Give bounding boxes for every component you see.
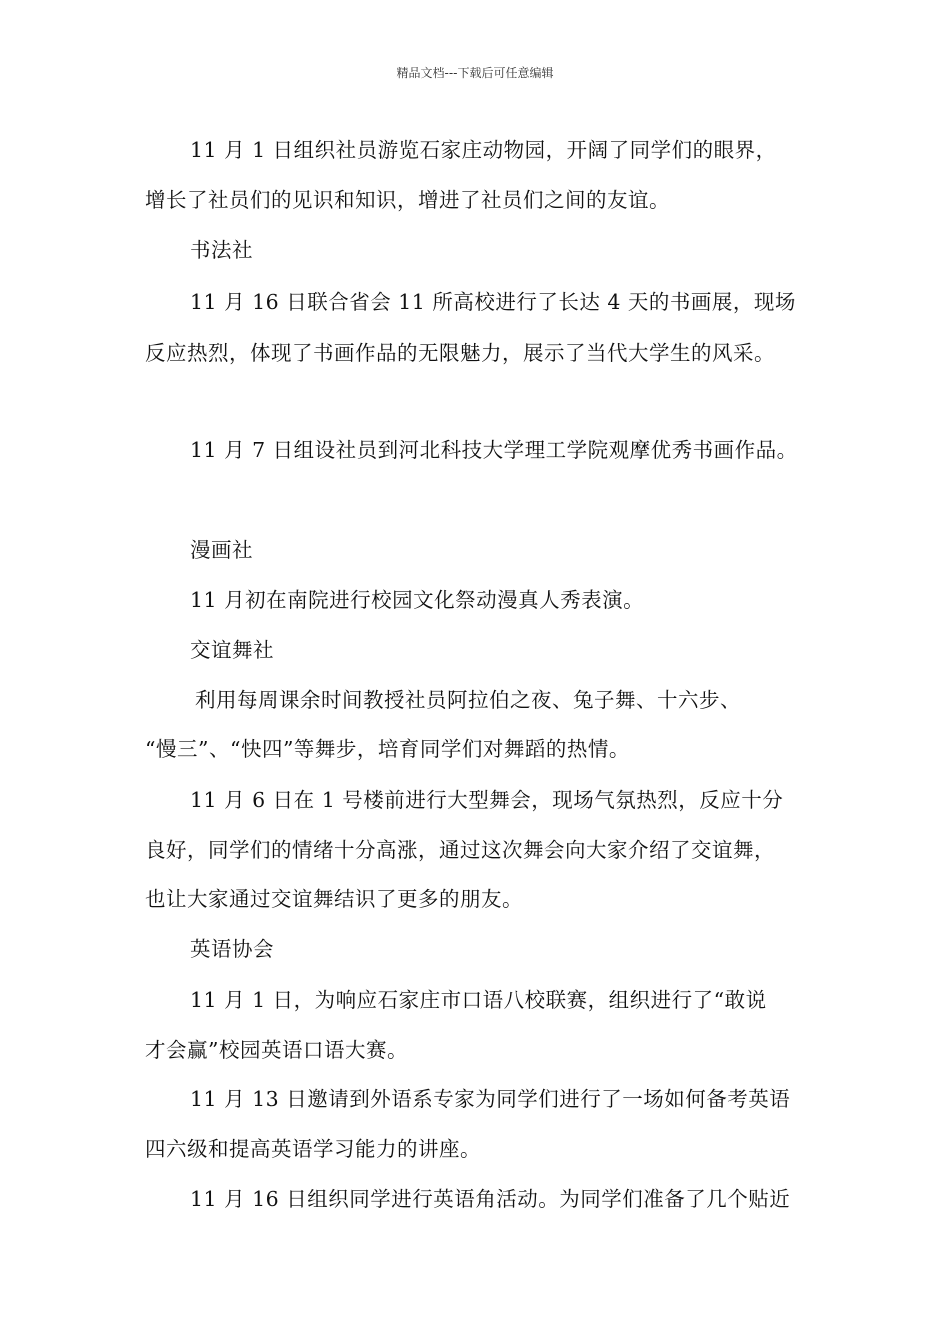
text-line: 11 月 16 日联合省会 11 所高校进行了长达 4 天的书画展，现场 — [190, 290, 796, 314]
text-line: “慢三”、“快四”等舞步，培育同学们对舞蹈的热情。 — [145, 737, 630, 761]
text-line: 良好，同学们的情绪十分高涨，通过这次舞会向大家介绍了交谊舞， — [145, 838, 775, 862]
page-header: 精品文档---下载后可任意编辑 — [396, 66, 554, 80]
text-line: 11 月初在南院进行校园文化祭动漫真人秀表演。 — [190, 588, 645, 612]
text-line: 11 月 16 日组织同学进行英语角活动。为同学们准备了几个贴近 — [190, 1187, 791, 1211]
text-line: 反应热烈，体现了书画作品的无限魅力，展示了当代大学生的风采。 — [145, 341, 775, 365]
text-line: 11 月 13 日邀请到外语系专家为同学们进行了一场如何备考英语 — [190, 1087, 791, 1111]
text-line: 11 月 1 日，为响应石家庄市口语八校联赛，组织进行了“敢说 — [190, 988, 767, 1012]
text-line: 增长了社员们的见识和知识，增进了社员们之间的友谊。 — [145, 188, 670, 212]
text-line: 11 月 1 日组织社员游览石家庄动物园，开阔了同学们的眼界， — [190, 138, 777, 162]
text-line: 也让大家通过交谊舞结识了更多的朋友。 — [145, 887, 523, 911]
text-line: 11 月 7 日组设社员到河北科技大学理工学院观摩优秀书画作品。 — [190, 438, 798, 462]
text-line: 11 月 6 日在 1 号楼前进行大型舞会，现场气氛热烈，反应十分 — [190, 788, 784, 812]
section-heading-comics: 漫画社 — [190, 538, 253, 562]
section-heading-english: 英语协会 — [190, 937, 274, 961]
section-heading-ballroom: 交谊舞社 — [190, 638, 274, 662]
text-line: 四六级和提高英语学习能力的讲座。 — [145, 1137, 481, 1161]
text-line: 利用每周课余时间教授社员阿拉伯之夜、兔子舞、十六步、 — [195, 688, 741, 712]
section-heading-calligraphy: 书法社 — [190, 238, 253, 262]
text-line: 才会赢”校园英语口语大赛。 — [145, 1038, 408, 1062]
